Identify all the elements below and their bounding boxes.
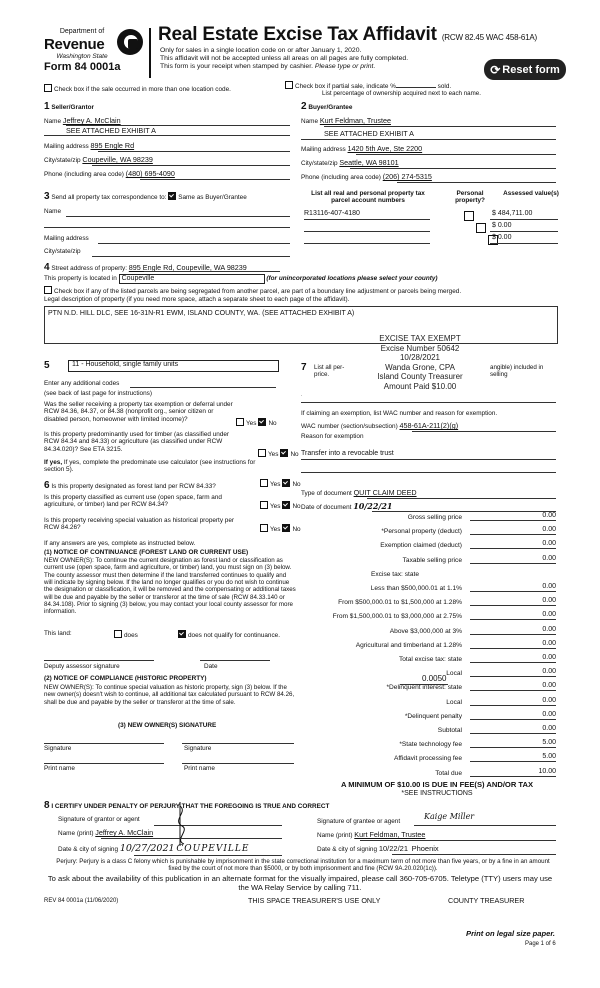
legal-description-text: PTN N.D. HILL DLC, SEE 16-31N-R1 EWM, ISLAND COUNTY, WA. (SEE ATTACHED EXHIBIT A) — [48, 310, 355, 317]
assessed-header: Assessed value(s) — [503, 190, 559, 197]
currentuse-no-checkbox[interactable] — [282, 501, 290, 509]
calc-label: From $1,500,000.01 to $3,000,000 at 2.75% — [332, 613, 462, 621]
stamp-line-4: Wanda Grone, CPA — [385, 362, 455, 372]
sec3-city-line[interactable] — [92, 256, 290, 257]
sec5-number: 5 — [44, 360, 50, 371]
wac-line — [412, 431, 556, 432]
sec6-q3: Is this property receiving special valuation as historical property per RCW 84.26? — [44, 517, 235, 532]
buyer-name2-field[interactable]: SEE ATTACHED EXHIBIT A — [324, 129, 414, 138]
pct-note: List percentage of ownership acquired next to each name. — [322, 90, 481, 97]
calc-label: Taxable selling price — [402, 556, 462, 564]
local-rate[interactable]: 0.0050 — [422, 674, 447, 683]
calc-label: Above $3,000,000 at 3% — [389, 627, 462, 635]
this-land-label: This land: — [44, 630, 72, 637]
buyer-name2-line — [301, 139, 556, 140]
sec3-mail-line[interactable] — [98, 243, 290, 244]
wac-field[interactable]: 458-61A-211(2)(g) — [399, 421, 459, 430]
calc-label: Local — [446, 670, 462, 678]
sec5-q1: Was the seller receiving a property tax exemption or deferral under RCW 84.36, 84.37, or 84.38 (nonprofit org., senior citizen or disabled person, homeowner with limited income)? — [44, 401, 233, 423]
notice1-heading: (1) NOTICE OF CONTINUANCE (FOREST LAND OR CURRENT USE) — [44, 549, 249, 556]
partial-sale-checkbox[interactable] — [285, 81, 293, 89]
grantor-name-row: Name (print) Jeffrey A. McClain — [58, 828, 154, 837]
calc-value[interactable]: 5.00 — [470, 739, 556, 748]
street-address-field[interactable]: 895 Engle Rd, Coupeville, WA 98239 — [128, 263, 247, 272]
seller-mail-line — [98, 151, 290, 152]
logo-dept: Department of — [59, 28, 105, 35]
segregated-checkbox[interactable] — [44, 286, 52, 294]
new-owner-sig-line-2[interactable] — [182, 743, 294, 744]
note-1: Only for sales in a single location code on or after January 1, 2020. — [160, 47, 362, 54]
doc-date-field[interactable]: 10/22/21 — [353, 501, 393, 511]
historic-no-checkbox[interactable] — [282, 524, 290, 532]
calc-value[interactable]: 0.00 — [470, 583, 556, 592]
buyer-name-row: Name Kurt Feldman, Trustee — [301, 116, 391, 125]
rev-number: REV 84 0001a (11/06/2020) — [44, 898, 119, 904]
street-line — [144, 271, 280, 272]
calc-value[interactable]: 0.00 — [470, 540, 556, 549]
perjury-note: Perjury: Perjury is a class C felony which is punishable by imprisonment in the state correctional institution for a maximum term of not more than five years, or by a fine in an amount fixed by the court of not more than $5000, or by both imprisonment and fine (RCW 9A.20.020(1c)). — [56, 858, 550, 873]
grantor-date-line — [134, 855, 282, 856]
sec4-street-row: 4 Street address of property: 895 Engle Rd, Coupeville, WA 98239 — [44, 262, 247, 273]
calc-label: From $500,000.01 to $1,500,000 at 1.28% — [338, 599, 462, 607]
header-divider — [149, 28, 151, 78]
sec6-ifyes: If any answers are yes, complete as instructed below. — [44, 540, 196, 547]
seller-name2-field[interactable]: SEE ATTACHED EXHIBIT A — [66, 126, 156, 135]
calc-value[interactable]: 0.00 — [470, 654, 556, 663]
new-owner-sig-line-1[interactable] — [44, 743, 164, 744]
accessibility-note: To ask about the availability of this publication in an alternate format for the visually impaired, please call 360-705-6705. Teletype (TTY) users may use the WA Relay Service by calling 711. — [47, 874, 553, 892]
grantee-name-row: Name (print) Kurt Feldman, Trustee — [317, 830, 426, 839]
location-select[interactable]: Coupeville — [119, 274, 265, 284]
calc-value[interactable]: 10.00 — [470, 768, 556, 777]
seller-name-row: Name Jeffrey A. McClain — [44, 116, 121, 125]
calc-value[interactable]: 0.00 — [470, 512, 556, 521]
partial-pct-input[interactable] — [396, 87, 436, 88]
buyer-mail-field[interactable]: 1420 5th Ave, Ste 2200 — [347, 144, 423, 153]
personal-header: Personal property? — [455, 190, 485, 205]
buyer-city-row: City/state/zip Seattle, WA 98101 — [301, 158, 399, 167]
logo-state: Washington State — [56, 53, 108, 61]
dor-swoosh-icon — [117, 29, 143, 55]
calc-label: Subtotal — [437, 727, 462, 734]
grantor-city-field[interactable]: COUPEVILLE — [176, 844, 250, 854]
notice2-heading: (2) NOTICE OF COMPLIANCE (HISTORIC PROPERTY) — [44, 675, 207, 682]
notice1-text: NEW OWNER(S): To continue the current designation as forest land or classification as current use (open space, farm and agriculture, or timber) land, you must sign on (3) below. The county assessor must then determine if the land transferred continues to qualify and will indicate by signing below. If the land no longer qualifies or you do not wish to continue the designation or classification, it will be removed and the compensating or additional taxes will be due and payable by the seller or transferor at the time of sale (RCW 84.33.140 or 84.34.108). Prior to signing (3) below, you may contact your local county assessor for more information. — [44, 557, 296, 616]
multi-location-check[interactable]: Check box if the sale occurred in more than one location code. — [44, 84, 231, 93]
logo-revenue: Revenue — [44, 36, 105, 54]
local-rate-line — [400, 684, 448, 685]
codes-note: (see back of last page for instructions) — [44, 390, 152, 397]
reason-line — [301, 459, 556, 460]
buyer-mail-line — [356, 154, 556, 155]
seller-phone-field[interactable]: (480) 695-4090 — [125, 169, 175, 178]
sig-label-1: Signature — [44, 745, 72, 752]
calc-value[interactable]: 0.00 — [470, 611, 556, 620]
seller-phone-line — [140, 179, 290, 180]
calc-label: *State technology fee — [399, 741, 462, 749]
buyer-name-line — [324, 126, 556, 127]
header-notes — [160, 47, 490, 70]
form-number: Form 84 0001a — [44, 60, 121, 73]
personal-property-line[interactable] — [301, 402, 556, 403]
stamp-line-6: Amount Paid $10.00 — [383, 381, 457, 391]
calc-label: Local — [446, 698, 462, 706]
grantee-name-field[interactable]: Kurt Feldman, Trustee — [354, 830, 426, 839]
sec7-label-right: angible) included in selling — [490, 364, 544, 379]
land-use-select[interactable]: 11 - Household, single family units — [68, 360, 279, 372]
dor-logo — [44, 28, 144, 73]
sec6-q2-yesno: Yes No — [260, 501, 301, 510]
calc-label: Total due — [435, 769, 462, 777]
grantee-sig-label: Signature of grantee or agent — [317, 818, 401, 825]
q2-no-checkbox[interactable] — [280, 449, 288, 457]
legal-size-note: Print on legal size paper. — [466, 929, 556, 938]
partial-sale-check[interactable]: Check box if partial sale, indicate % sold. — [285, 81, 451, 90]
grantor-name-field[interactable]: Jeffrey A. McClain — [95, 828, 154, 837]
exempt-stamp — [340, 334, 500, 392]
grantee-name-line — [360, 840, 556, 841]
sec3-name-label: Name — [44, 208, 62, 215]
stamp-line-2: Excise Number 50642 — [380, 343, 460, 353]
calc-value[interactable]: 0.00 — [470, 555, 556, 564]
codes-input[interactable] — [130, 387, 276, 388]
buyer-heading: 2 Buyer/Grantee — [301, 101, 353, 112]
calc-label: *Delinquent penalty — [404, 712, 462, 720]
grantee-date-line — [392, 854, 556, 855]
sec6-q3-yesno: Yes No — [260, 524, 301, 533]
land-does-not: does not qualify for continuance. — [178, 630, 288, 639]
grantor-name-line — [101, 838, 282, 839]
assessed-value-input[interactable]: $ 0.00 — [490, 222, 558, 232]
grantee-sig-line[interactable] — [414, 825, 556, 826]
sec7-label-left: List all per- price. — [314, 364, 345, 379]
deputy-date-line[interactable] — [200, 660, 270, 661]
calc-label: Affidavit processing fee — [393, 755, 462, 763]
multi-location-checkbox[interactable] — [44, 84, 52, 92]
grantee-date-field[interactable]: 10/22/21 — [378, 844, 409, 853]
segregated-row: Check box if any of the listed parcels are being segregated from another parcel, are part of a boundary line adjustment or parcels being merged. — [44, 286, 461, 295]
calc-value[interactable]: 0.00 — [470, 626, 556, 635]
notice3-heading: (3) NEW OWNER(S) SIGNATURE — [118, 722, 217, 729]
new-owner-print-line-2[interactable] — [182, 763, 294, 764]
buyer-phone-field[interactable]: (206) 274-5315 — [382, 172, 432, 181]
doc-type-field[interactable]: QUIT CLAIM DEED — [353, 488, 417, 497]
reset-form-button[interactable]: ⟳ Reset form — [484, 59, 566, 80]
exempt-label: If claiming an exemption, list WAC number and reason for exemption. — [301, 410, 498, 417]
buyer-city-line — [350, 168, 556, 169]
seller-city-field[interactable]: Coupeville, WA 98239 — [82, 155, 153, 164]
codes-label: Enter any additional codes — [44, 380, 120, 387]
deputy-date-label: Date — [204, 663, 218, 670]
land-does: does — [114, 630, 138, 639]
calc-value[interactable]: 5.00 — [470, 753, 556, 762]
personal-property-checkbox[interactable] — [476, 223, 486, 233]
seller-mail-row: Mailing address 895 Engle Rd — [44, 141, 135, 150]
sec7-head: 7 — [301, 362, 307, 373]
buyer-mail-row: Mailing address 1420 5th Ave, Ste 2200 — [301, 144, 423, 153]
calc-label: Exemption claimed (deduct) — [380, 542, 462, 550]
stamp-line-1: EXCISE TAX EXEMPT — [379, 334, 461, 343]
calc-label: Less than $500,000.01 at 1.1% — [370, 585, 462, 592]
calc-label: Agricultural and timberland at 1.28% — [355, 641, 462, 649]
calc-label: Total excise tax: state — [398, 656, 462, 663]
grantor-date-field[interactable]: 10/27/2021 — [119, 843, 175, 854]
minimum-note: A MINIMUM OF $10.00 IS DUE IN FEE(S) AND/OR TAX — [340, 780, 534, 789]
q2-yes-checkbox[interactable] — [258, 449, 266, 457]
grantee-city-field[interactable]: Phoenix — [411, 844, 439, 853]
doc-type-line — [367, 498, 556, 499]
grantee-date-row: Date & city of signing 10/22/21 Phoenix — [317, 844, 439, 853]
forest-no-checkbox[interactable] — [282, 479, 290, 487]
forest-yes-checkbox[interactable] — [260, 479, 268, 487]
calc-value[interactable]: 0.00 — [470, 697, 556, 706]
calc-label: Excise tax: state — [370, 570, 419, 578]
note-2: This affidavit will not be accepted unless all areas on all pages are fully completed. — [160, 54, 409, 62]
sec6-q1-row: 6 Is this property designated as forest land per RCW 84.33? — [44, 480, 216, 491]
q1-no-checkbox[interactable] — [258, 418, 266, 426]
note-3: This form is your receipt when stamped by cashier. Please type or print. — [160, 62, 376, 70]
parcel-account-input[interactable] — [304, 234, 430, 244]
sec3-heading: 3 Send all property tax correspondence to: Same as Buyer/Grantee — [44, 191, 247, 202]
currentuse-yes-checkbox[interactable] — [260, 501, 268, 509]
personal-property-checkbox[interactable] — [464, 211, 474, 221]
seller-heading: 1 Seller/Grantor — [44, 101, 94, 112]
buyer-city-field[interactable]: Seattle, WA 98101 — [339, 158, 399, 167]
page-number: Page 1 of 6 — [525, 941, 556, 947]
seller-name2-line — [44, 135, 290, 136]
parcel-account-input[interactable] — [304, 222, 430, 232]
calc-label: *Delinquent interest: state — [386, 684, 462, 692]
print-label-1: Print name — [44, 765, 75, 772]
sig-label-2: Signature — [184, 745, 212, 752]
calc-value[interactable]: 0.00 — [470, 526, 556, 535]
see-instructions: *SEE INSTRUCTIONS — [401, 790, 473, 797]
deputy-label: Deputy assessor signature — [44, 663, 120, 670]
seller-city-row: City/state/zip Coupeville, WA 98239 — [44, 155, 153, 164]
sec3-mail-label: Mailing address — [44, 235, 89, 242]
reason-label: Reason for exemption — [301, 433, 364, 440]
land-does-checkbox[interactable] — [114, 630, 122, 638]
sec7-full-label — [301, 395, 302, 396]
calc-value[interactable]: 0.00 — [470, 682, 556, 691]
calc-label: Gross selling price — [407, 514, 462, 521]
reason-field[interactable]: Transfer into a revocable trust — [301, 450, 394, 457]
calc-value[interactable]: 0.00 — [470, 597, 556, 606]
legal-label: Legal description of property (if you need more space, attach a separate sheet to each page of the affidavit). — [44, 296, 350, 303]
buyer-name-field[interactable]: Kurt Feldman, Trustee — [319, 116, 391, 125]
sec5-q2-yesno: Yes No — [258, 449, 299, 458]
parcel-header: List all real and personal property tax parcel account numbers — [311, 190, 425, 205]
grantee-signature: Kaige Miller — [424, 812, 475, 821]
located-row: This property is located in Coupeville (for unincorporated locations please select your county) — [44, 274, 438, 284]
stamp-line-3: 10/28/2021 — [399, 353, 441, 363]
rcw-ref: (RCW 82.45 WAC 458-61A) — [441, 33, 537, 42]
seller-name-field[interactable]: Jeffrey A. McClain — [62, 116, 121, 125]
wac-row: WAC number (section/subsection) 458-61A-211(2)(g) — [301, 421, 459, 430]
sec3-name-line[interactable] — [66, 216, 290, 217]
sec6-q1-yesno: Yes No — [260, 479, 301, 488]
assessed-value-input[interactable]: $ 0.00 — [490, 234, 558, 244]
deputy-sig-line[interactable] — [44, 660, 154, 661]
grantor-date-row: Date & city of signing 10/27/2021 COUPEVILLE — [58, 843, 250, 854]
buyer-phone-line — [397, 182, 556, 183]
page-title: Real Estate Excise Tax Affidavit (RCW 82.45 WAC 458-61A) — [158, 24, 537, 45]
calc-value[interactable]: 0.00 — [470, 711, 556, 720]
same-as-buyer-checkbox[interactable] — [168, 192, 176, 200]
seller-phone-row: Phone (including area code) (480) 695-4090 — [44, 169, 175, 178]
sec5-q1-yesno: Yes No — [236, 418, 277, 427]
sec3-name2-line[interactable] — [44, 227, 290, 228]
sec5-q2b: If yes, If yes, complete the predominate use calculator (see instructions for section 5). — [44, 459, 256, 474]
buyer-phone-row: Phone (including area code) (206) 274-5315 — [301, 172, 432, 181]
treasurer-use: THIS SPACE TREASURER'S USE ONLY — [248, 896, 381, 905]
q1-yes-checkbox[interactable] — [236, 418, 244, 426]
notice2-text: NEW OWNER(S): To continue special valuation as historic property, sign (3) below. If the new owner(s) doesn't wish to continue, all additional tax calculated pursuant to RCW 84.26, shall be due and payable by the seller or transferor at the time of sale. — [44, 684, 295, 706]
seller-mail-field[interactable]: 895 Engle Rd — [90, 141, 135, 150]
grantor-sig-label: Signature of grantor or agent — [58, 816, 140, 823]
calc-label: *Personal property (deduct) — [381, 528, 462, 536]
assessed-value-input[interactable]: $ 484,711.00 — [490, 210, 558, 220]
seller-city-line — [92, 165, 290, 166]
stamp-line-5: Island County Treasurer — [377, 372, 463, 382]
county-treasurer: COUNTY TREASURER — [448, 896, 525, 905]
certify-row: 8 I CERTIFY UNDER PENALTY OF PERJURY THAT THE FOREGOING IS TRUE AND CORRECT — [44, 800, 330, 811]
reset-icon: ⟳ — [490, 62, 501, 77]
print-label-2: Print name — [184, 765, 215, 772]
doc-date-row: Date of document 10/22/21 — [301, 501, 393, 511]
calc-value[interactable]: 0.00 — [470, 668, 556, 677]
calc-value[interactable]: 0.00 — [470, 640, 556, 649]
reason-line-2 — [301, 472, 556, 473]
sec5-q2: Is this property predominantly used for timber (as classified under RCW 84.34 and 84.33) or agriculture (as classified under RCW 84.34.020)? See ETA 3215. — [44, 431, 230, 453]
historic-yes-checkbox[interactable] — [260, 524, 268, 532]
sec3-city-label: City/state/zip — [44, 248, 81, 255]
parcel-account-input[interactable]: R13116-407-4180 — [304, 210, 430, 220]
land-does-not-checkbox[interactable] — [178, 630, 186, 638]
sec6-q2: Is this property classified as current use (open space, farm and agriculture, or timber) land per RCW 84.34? — [44, 494, 222, 509]
new-owner-print-line-1[interactable] — [44, 763, 164, 764]
doc-type-row: Type of document QUIT CLAIM DEED — [301, 488, 417, 497]
calc-value[interactable]: 0.00 — [470, 725, 556, 734]
